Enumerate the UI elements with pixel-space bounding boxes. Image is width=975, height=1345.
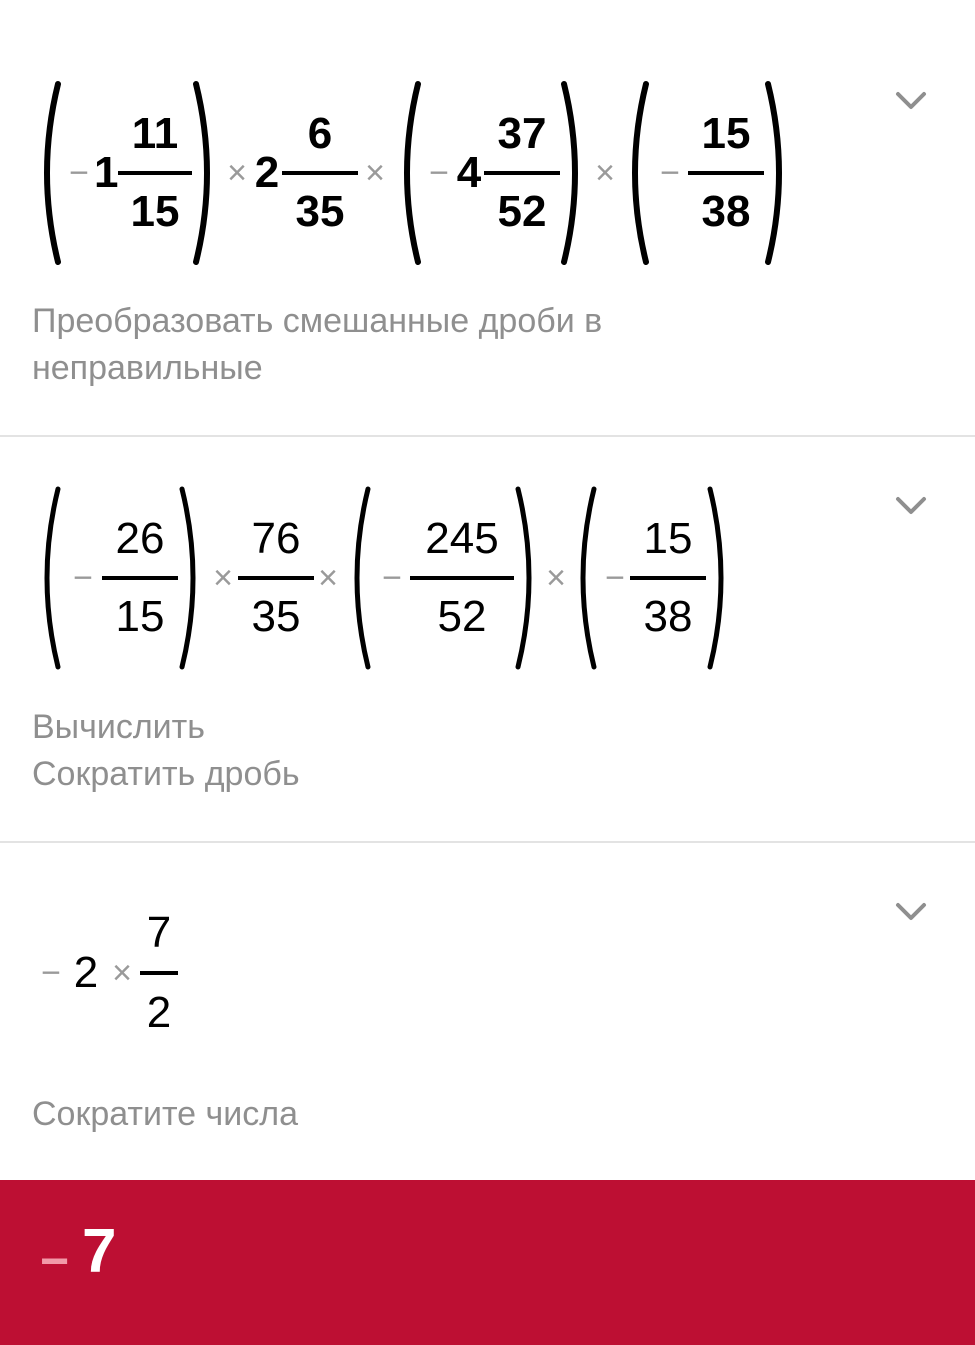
minus-sign: −: [605, 558, 625, 597]
fraction-bar: [102, 576, 178, 580]
fraction: [238, 514, 314, 642]
fraction-bar: [140, 971, 178, 975]
step-3-expression: [34, 893, 178, 1053]
numerator: 11: [131, 109, 179, 158]
right-paren: [764, 78, 794, 268]
step-2[interactable]: [0, 437, 975, 842]
times-sign: ×: [365, 153, 385, 192]
fraction: [630, 514, 706, 642]
minus-sign: −: [41, 953, 61, 992]
fraction: [410, 514, 514, 642]
left-paren: [32, 78, 64, 268]
step-2-description: [32, 704, 752, 798]
right-paren: [514, 483, 544, 673]
right-paren: [706, 483, 736, 673]
step-1-expression: [32, 78, 794, 268]
minus-sign: −: [660, 153, 680, 192]
fraction-bar: [484, 171, 560, 175]
fraction-bar: [688, 171, 764, 175]
numerator: 15: [643, 514, 693, 563]
minus-sign: −: [382, 558, 402, 597]
description-line: Вычислить: [32, 708, 205, 746]
numerator: 76: [251, 514, 301, 563]
fraction-bar: [238, 576, 314, 580]
step-3-description: Сократите числа: [32, 1095, 298, 1133]
numerator: 37: [497, 109, 547, 158]
numerator: 7: [146, 908, 172, 957]
left-paren: [568, 483, 600, 673]
result-sign: −: [40, 1233, 70, 1289]
left-paren: [32, 483, 64, 673]
right-paren: [178, 483, 208, 673]
times-sign: ×: [213, 558, 233, 597]
step-1-description: Преобразовать смешанные дроби в неправильные: [32, 302, 603, 387]
numerator: 245: [425, 514, 499, 563]
numerator: 26: [115, 514, 165, 563]
whole-part: 2: [254, 148, 280, 197]
step-3[interactable]: [0, 843, 975, 1180]
result-banner: [0, 1180, 975, 1345]
minus-sign: −: [429, 153, 449, 192]
description-line: Сократить дробь: [32, 755, 300, 793]
fraction-bar: [118, 171, 192, 175]
fraction: [484, 109, 560, 237]
whole-part: 4: [456, 148, 482, 197]
fraction-bar: [630, 576, 706, 580]
fraction: [688, 109, 764, 237]
chevron-down-icon[interactable]: [895, 901, 927, 923]
denominator: 15: [115, 592, 165, 641]
right-paren: [560, 78, 590, 268]
chevron-down-icon[interactable]: [895, 495, 927, 517]
fraction: [140, 908, 178, 1038]
right-paren: [192, 78, 222, 268]
denominator: 38: [701, 187, 751, 236]
numerator: 6: [307, 109, 333, 158]
fraction-bar: [282, 171, 358, 175]
denominator: 2: [146, 988, 172, 1037]
result-value: 7: [82, 1217, 117, 1286]
denominator: 35: [251, 592, 301, 641]
denominator: 52: [437, 592, 487, 641]
times-sign: ×: [227, 153, 247, 192]
left-paren: [392, 78, 424, 268]
minus-sign: −: [73, 558, 93, 597]
numerator: 15: [701, 109, 751, 158]
denominator: 35: [295, 187, 345, 236]
denominator: 52: [497, 187, 547, 236]
left-paren: [620, 78, 652, 268]
step-2-expression: [32, 483, 736, 673]
times-sign: ×: [318, 558, 338, 597]
whole-part: 1: [94, 148, 119, 197]
fraction-bar: [410, 576, 514, 580]
step-1[interactable]: [0, 0, 975, 436]
fraction: [282, 109, 358, 237]
chevron-down-icon[interactable]: [895, 90, 927, 112]
fraction: [118, 109, 192, 237]
times-sign: ×: [112, 953, 132, 992]
denominator: 38: [643, 592, 693, 641]
times-sign: ×: [595, 153, 615, 192]
denominator: 15: [130, 187, 180, 236]
whole-part: 2: [73, 948, 99, 997]
left-paren: [342, 483, 374, 673]
minus-sign: −: [69, 153, 89, 192]
times-sign: ×: [546, 558, 566, 597]
fraction: [102, 514, 178, 642]
